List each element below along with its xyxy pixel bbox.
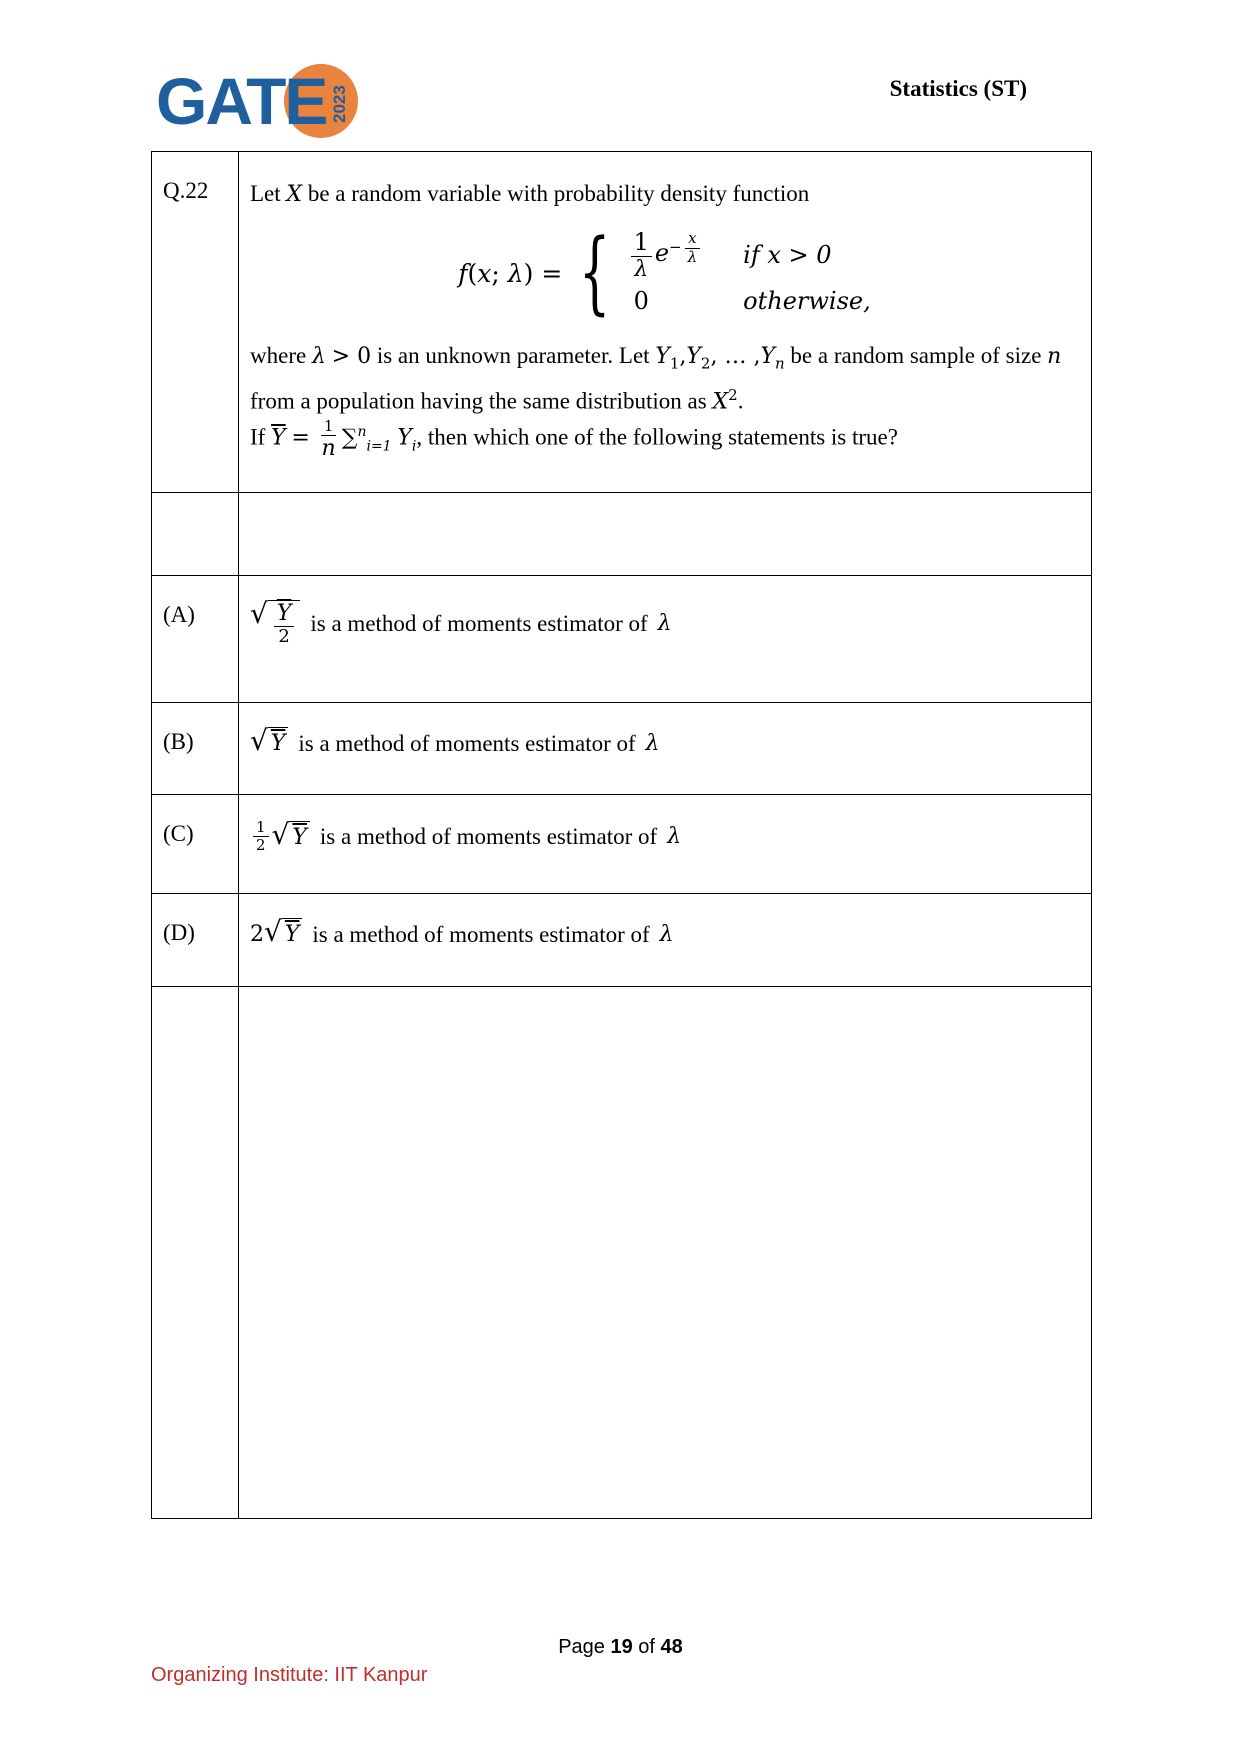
option-label-c: (C) <box>163 821 194 846</box>
option-text-c: is a method of moments estimator of <box>319 824 658 850</box>
option-text-a: is a method of moments estimator of <box>310 611 648 637</box>
question-table <box>151 151 1092 1519</box>
sqrt-expr-d: 2 √ Y <box>250 918 302 950</box>
question-line3: If $\overline{Y}$ = $\frac{1}{n}$ ∑$^n_{i=1}$ $Y_i$, then which one of the following statements is true? <box>250 416 898 462</box>
option-param-c: λ <box>667 824 682 850</box>
gate-logo <box>156 62 366 140</box>
sqrt-expr-b: √ Y <box>250 727 288 759</box>
option-b[interactable] <box>239 703 1091 759</box>
option-label-a: (A) <box>163 602 195 627</box>
sqrt-expr-a: √ $\frac{Y}{2}$ <box>250 600 300 648</box>
page-number: Page 19 of 48 <box>558 1636 683 1658</box>
option-c[interactable] <box>239 795 1091 855</box>
organizer-footer: Organizing Institute: IIT Kanpur <box>151 1664 428 1686</box>
sqrt-expr-c: $\frac{1}{2}$ √ Y <box>250 819 310 855</box>
subject-title: Statistics (ST) <box>889 76 1027 101</box>
option-param-a: λ <box>657 611 672 637</box>
option-param-d: λ <box>659 921 674 947</box>
option-param-b: λ <box>645 730 660 756</box>
logo-year: 2023 <box>330 85 349 123</box>
question-intro: Let X be a random variable with probability density function <box>250 181 810 207</box>
option-a[interactable] <box>239 576 1091 648</box>
logo-text: GATE <box>156 64 327 138</box>
option-text-b: is a method of moments estimator of <box>298 730 636 756</box>
option-text-d: is a method of moments estimator of <box>312 921 650 947</box>
option-label-b: (B) <box>163 729 194 754</box>
question-line2: where λ > 0 is an unknown parameter. Let $Y_1,Y_2$, … $,Y_n$ be a random sample of size n from a population having the same distribution as $X^2$. <box>250 343 1062 415</box>
option-d[interactable] <box>239 894 1091 950</box>
question-body <box>239 152 1091 463</box>
question-number: Q.22 <box>163 178 209 203</box>
pdf-formula: f ( x ; λ ) = { $\frac{1}{\lambda}$ $e^{- \frac{x}{\lambda}}$ if x > 0 0 otherwise, <box>458 220 871 325</box>
option-label-d: (D) <box>163 920 195 945</box>
